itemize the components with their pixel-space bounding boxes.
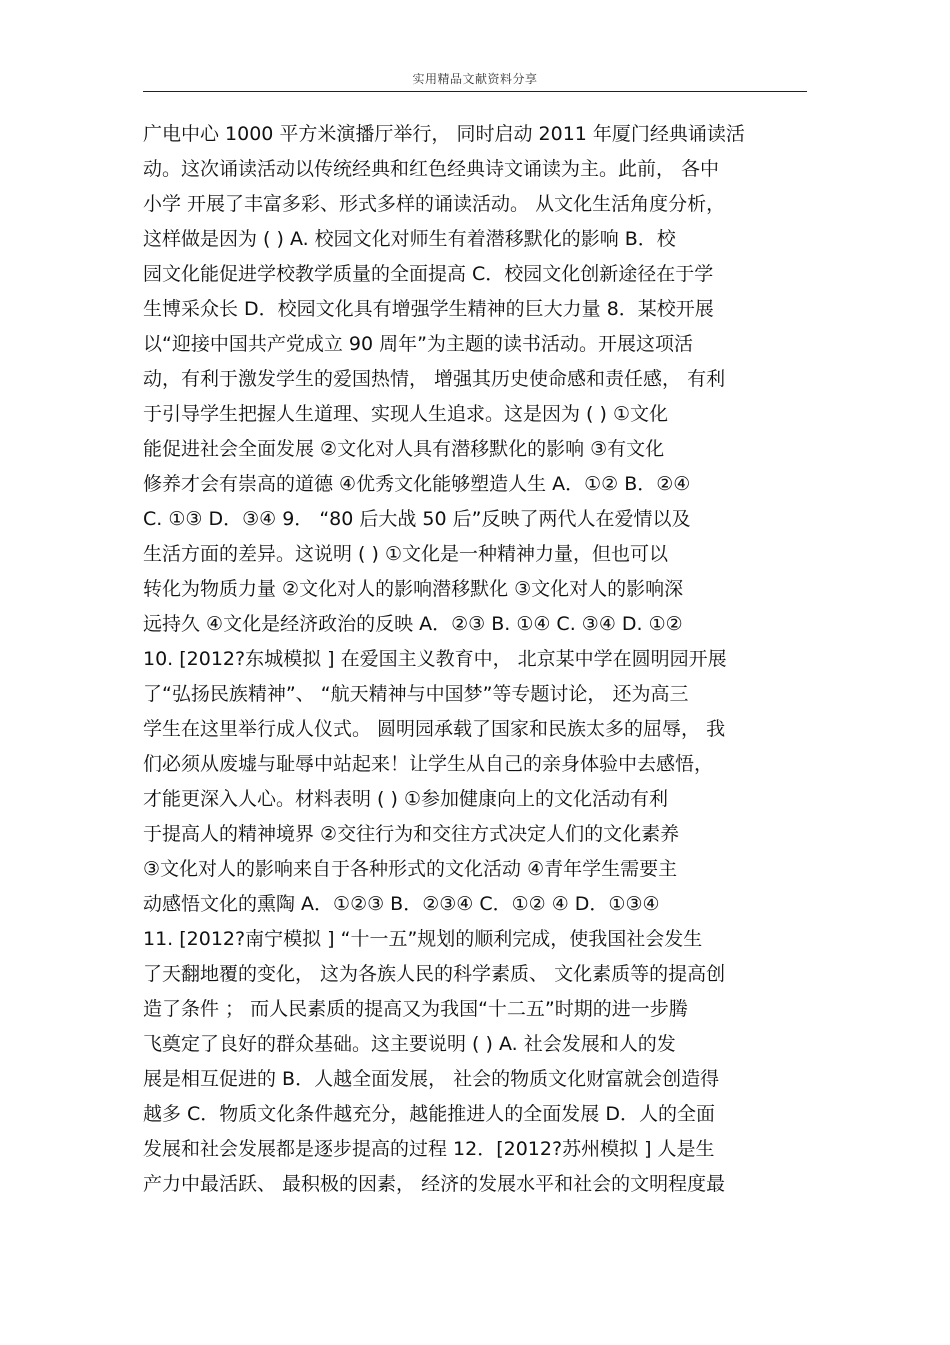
text-line: 小学 开展了丰富多彩、形式多样的诵读活动。 从文化生活角度分析，: [143, 193, 726, 215]
text-line: 产力中最活跃、 最积极的因素， 经济的发展水平和社会的文明程度最: [143, 1173, 726, 1195]
text-line: 发展和社会发展都是逐步提高的过程 12．[2012?苏州模拟 ] 人是生: [143, 1138, 715, 1160]
text-line: C. ①③ D．③④ 9． “80 后大战 50 后”反映了两代人在爱情以及: [143, 508, 691, 530]
text-line: ③文化对人的影响来自于各种形式的文化活动 ④青年学生需要主: [143, 858, 678, 880]
text-line: 转化为物质力量 ②文化对人的影响潜移默化 ③文化对人的影响深: [143, 578, 684, 600]
text-line: 于引导学生把握人生道理、实现人生追求。这是因为 ( ) ①文化: [143, 403, 668, 425]
text-line: 才能更深入人心。材料表明 ( ) ①参加健康向上的文化活动有利: [143, 788, 668, 810]
text-line: 了“弘扬民族精神”、 “航天精神与中国梦”等专题讨论， 还为高三: [143, 683, 689, 705]
text-line: 10. [2012?东城模拟 ] 在爱国主义教育中， 北京某中学在圆明园开展: [143, 648, 727, 670]
text-line: 11. [2012?南宁模拟 ] “十一五”规划的顺利完成，使我国社会发生: [143, 928, 703, 950]
text-line: 造了条件 ； 而人民素质的提高又为我国“十二五”时期的进一步腾: [143, 998, 688, 1020]
text-line: 以“迎接中国共产党成立 90 周年”为主题的读书活动。开展这项活: [143, 333, 693, 355]
text-line: 能促进社会全面发展 ②文化对人具有潜移默化的影响 ③有文化: [143, 438, 665, 460]
text-line: 越多 C．物质文化条件越充分，越能推进人的全面发展 D．人的全面: [143, 1103, 715, 1125]
text-line: 动感悟文化的熏陶 A．①②③ B．②③④ C．①② ④ D．①③④: [143, 893, 660, 915]
text-line: 飞奠定了良好的群众基础。这主要说明 ( ) A. 社会发展和人的发: [143, 1033, 676, 1055]
text-line: 动。这次诵读活动以传统经典和红色经典诗文诵读为主。此前， 各中: [143, 158, 720, 180]
text-line: 了天翻地覆的变化， 这为各族人民的科学素质、 文化素质等的提高创: [143, 963, 726, 985]
text-line: 修养才会有崇高的道德 ④优秀文化能够塑造人生 A．①② B．②④: [143, 473, 691, 495]
text-line: 园文化能促进学校教学质量的全面提高 C．校园文化创新途径在于学: [143, 263, 714, 285]
text-line: 们必须从废墟与耻辱中站起来！让学生从自己的亲身体验中去感悟，: [143, 753, 714, 775]
text-line: 学生在这里举行成人仪式。 圆明园承载了国家和民族太多的屈辱， 我: [143, 718, 726, 740]
text-line: 广电中心 1000 平方米演播厅举行， 同时启动 2011 年厦门经典诵读活: [143, 123, 745, 145]
text-line: 动，有利于激发学生的爱国热情， 增强其历史使命感和责任感， 有利: [143, 368, 726, 390]
text-line: 于提高人的精神境界 ②交往行为和交往方式决定人们的文化素养: [143, 823, 680, 845]
text-line: 生活方面的差异。这说明 ( ) ①文化是一种精神力量，但也可以: [143, 543, 668, 565]
page-header: 实用精品文献资料分享: [412, 72, 538, 86]
text-line: 这样做是因为 ( ) A. 校园文化对师生有着潜移默化的影响 B．校: [143, 228, 676, 250]
text-line: 展是相互促进的 B．人越全面发展， 社会的物质文化财富就会创造得: [143, 1068, 720, 1090]
header-divider: [143, 91, 807, 92]
body-text: [143, 117, 843, 1202]
text-line: 生博采众长 D．校园文化具有增强学生精神的巨大力量 8．某校开展: [143, 298, 714, 320]
text-line: 远持久 ④文化是经济政治的反映 A．②③ B. ①④ C. ③④ D. ①②: [143, 613, 683, 635]
